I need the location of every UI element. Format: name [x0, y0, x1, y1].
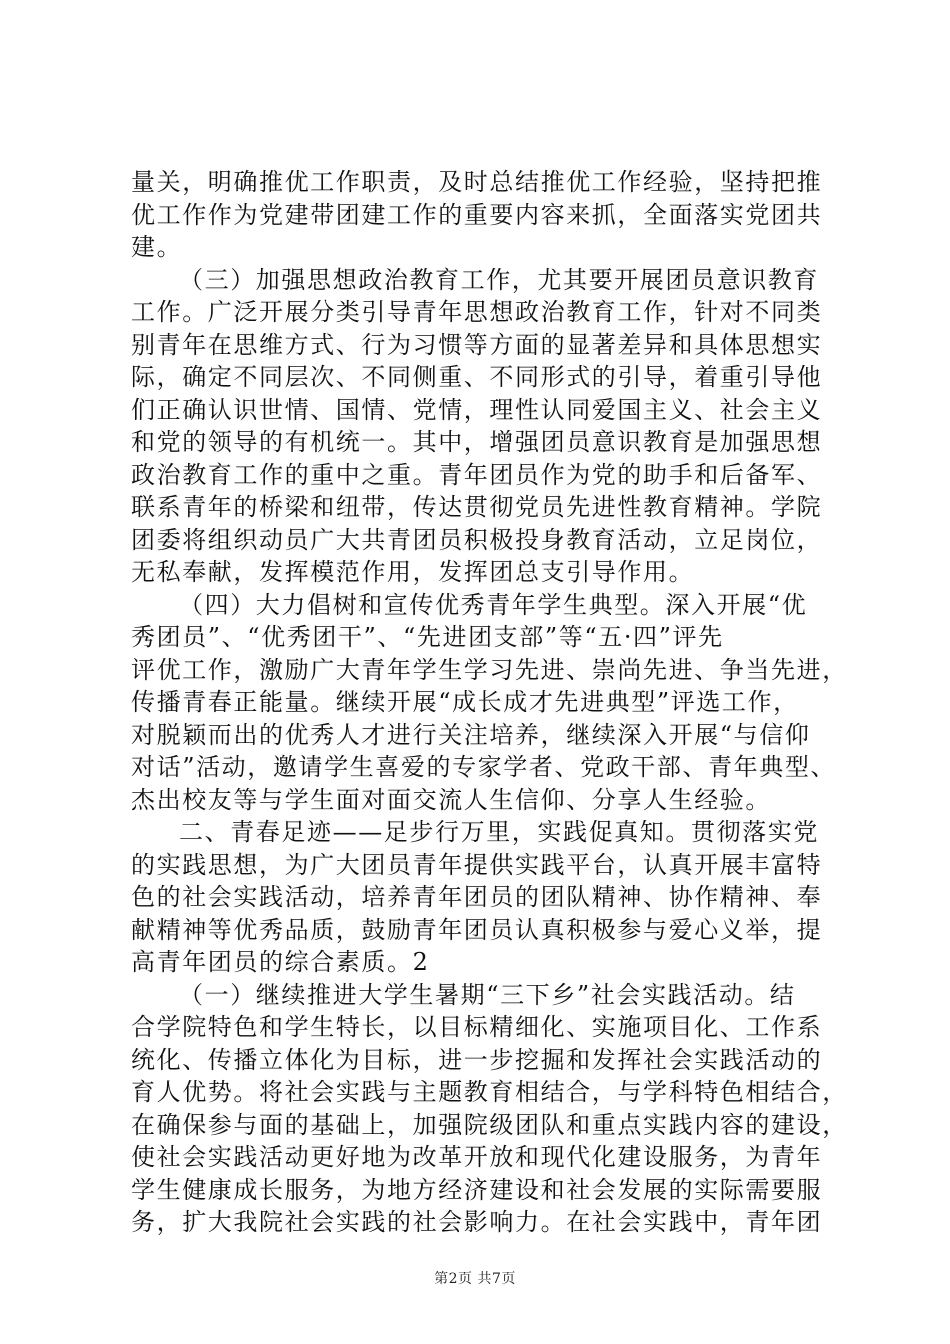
paragraph-first-line: （三）加强思想政治教育工作，尤其要开展团员意识教育 [179, 265, 819, 294]
text-line: 传播青春正能量。继续开展“成长成才先进典型”评选工作， [131, 688, 799, 716]
text-line: 高青年团员的综合素质。2 [131, 948, 430, 976]
paragraph-first-line: （一）继续推进大学生暑期“三下乡”社会实践活动。结 [179, 980, 796, 1009]
page-footer [0, 1268, 950, 1288]
text-line: 秀团员”、“优秀团干”、“先进团支部”等“五·四”评先 [131, 623, 724, 651]
text-line: 和党的领导的有机统一。其中，增强团员意识教育是加强思想 [131, 428, 823, 456]
text-line: 色的社会实践活动，培养青年团员的团队精神、协作精神、奉 [131, 883, 823, 911]
text-line: 杰出校友等与学生面对面交流人生信仰、分享人生经验。 [131, 785, 771, 814]
text-line: 们正确认识世情、国情、党情，理性认同爱国主义、社会主义 [131, 395, 823, 424]
text-line: 联系青年的桥梁和纽带，传达贯彻党员先进性教育精神。学院 [131, 493, 823, 521]
paragraph-first-line: 二、青春足迹——足步行万里，实践促真知。贯彻落实党 [179, 818, 819, 846]
text-line: 际，确定不同层次、不同侧重、不同形式的引导，着重引导他 [131, 363, 823, 391]
text-line: 务，扩大我院社会实践的社会影响力。在社会实践中，青年团 [131, 1208, 823, 1236]
text-line: 育人优势。将社会实践与主题教育相结合，与学科特色相结合， [131, 1078, 848, 1106]
text-line: 合学院特色和学生特长，以目标精细化、实施项目化、工作系 [131, 1013, 823, 1041]
text-line: 使社会实践活动更好地为改革开放和现代化建设服务，为青年 [131, 1143, 823, 1171]
text-line: 建。 [131, 233, 183, 261]
text-line: 学生健康成长服务，为地方经济建设和社会发展的实际需要服 [131, 1175, 823, 1204]
text-line: 政治教育工作的重中之重。青年团员作为党的助手和后备军、 [131, 460, 823, 489]
text-line: 评优工作，激励广大青年学生学习先进、崇尚先进、争当先进， [131, 655, 848, 684]
text-line: 无私奉献，发挥模范作用，发挥团总支引导作用。 [131, 558, 695, 586]
text-line: 在确保参与面的基础上，加强院级团队和重点实践内容的建设， [131, 1110, 848, 1139]
text-line: 对话”活动，邀请学生喜爱的专家学者、党政干部、青年典型、 [131, 753, 837, 781]
paragraph-first-line: （四）大力倡树和宣传优秀青年学生典型。深入开展“优 [179, 590, 808, 619]
text-line: 对脱颖而出的优秀人才进行关注培养，继续深入开展“与信仰 [131, 720, 811, 749]
text-line: 团委将组织动员广大共青团员积极投身教育活动，立足岗位， [131, 525, 823, 554]
document-body [131, 166, 848, 1239]
page-number-label: 第2页 共7页 [434, 1271, 516, 1287]
text-line: 的实践思想，为广大团员青年提供实践平台，认真开展丰富特 [131, 850, 823, 879]
text-line: 工作。广泛开展分类引导青年思想政治教育工作，针对不同类 [131, 298, 823, 326]
text-line: 优工作作为党建带团建工作的重要内容来抓，全面落实党团共 [131, 200, 823, 229]
text-line: 量关，明确推优工作职责，及时总结推优工作经验，坚持把推 [131, 168, 823, 196]
text-line: 献精神等优秀品质，鼓励青年团员认真积极参与爱心义举，提 [131, 915, 823, 944]
text-line: 别青年在思维方式、行为习惯等方面的显著差异和具体思想实 [131, 330, 823, 359]
text-line: 统化、传播立体化为目标，进一步挖掘和发挥社会实践活动的 [131, 1045, 823, 1074]
